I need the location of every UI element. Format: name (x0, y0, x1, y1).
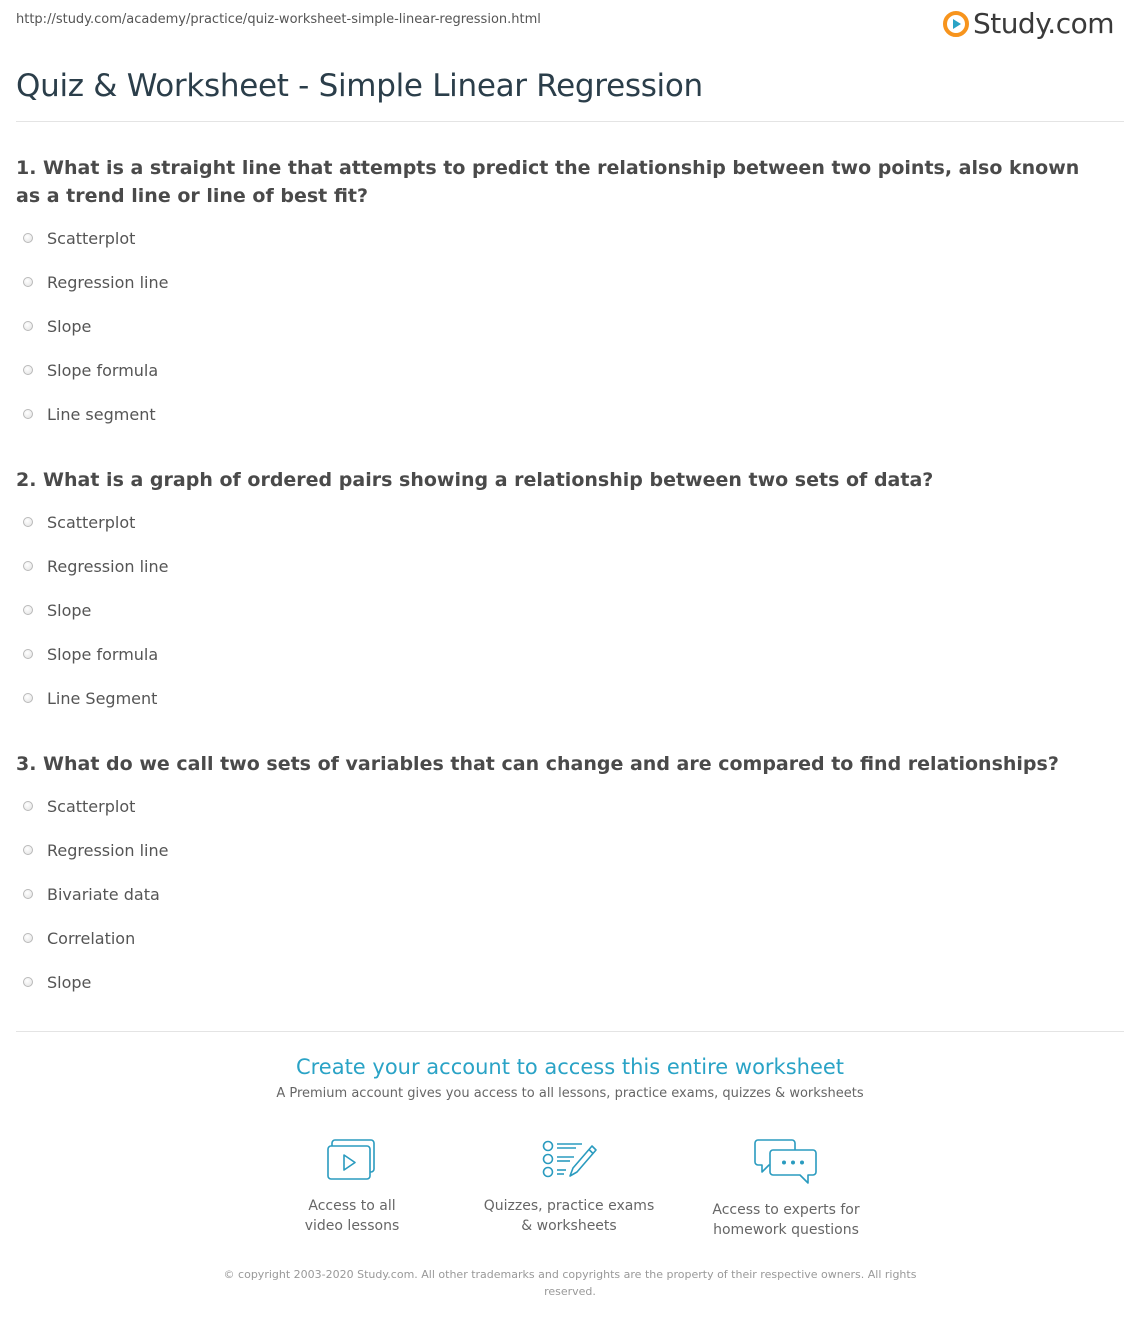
radio-button[interactable] (23, 977, 33, 987)
radio-button[interactable] (23, 889, 33, 899)
feature-label-line: Quizzes, practice exams (483, 1198, 655, 1214)
feature-label-line: & worksheets (521, 1218, 617, 1234)
title-divider (16, 121, 1124, 122)
radio-button[interactable] (23, 517, 33, 527)
option-label: Line Segment (47, 688, 158, 708)
copyright-footer (210, 1266, 930, 1300)
radio-button[interactable] (23, 365, 33, 375)
answer-option[interactable] (16, 304, 1110, 348)
chat-bubbles-icon (754, 1138, 818, 1186)
radio-button[interactable] (23, 605, 33, 615)
radio-button[interactable] (23, 409, 33, 419)
option-label: Slope formula (47, 360, 159, 380)
option-label: Slope (47, 600, 92, 620)
radio-button[interactable] (23, 321, 33, 331)
question-3 (16, 750, 1110, 1004)
answer-option[interactable] (16, 784, 1110, 828)
option-label: Correlation (47, 928, 136, 948)
feature-video-lessons (252, 1138, 452, 1236)
option-label: Regression line (47, 840, 169, 860)
answer-option[interactable] (16, 632, 1110, 676)
option-label: Slope formula (47, 644, 159, 664)
answer-option[interactable] (16, 916, 1110, 960)
logo-text: Study.com (972, 7, 1114, 40)
radio-button[interactable] (23, 693, 33, 703)
answer-option[interactable] (16, 348, 1110, 392)
option-label: Regression line (47, 556, 169, 576)
answer-option[interactable] (16, 588, 1110, 632)
footer-line: © copyright 2003-2020 Study.com. All other trademarks and copyrights are the property of their respective owners. All rights (223, 1268, 917, 1281)
footer-line: reserved. (544, 1285, 596, 1298)
question-text: 1. What is a straight line that attempts to predict the relationship between two points, also known as a trend line or line of best fit? (16, 157, 1080, 207)
question-text: 2. What is a graph of ordered pairs showing a relationship between two sets of data? (16, 469, 934, 491)
radio-button[interactable] (23, 801, 33, 811)
question-2 (16, 466, 1110, 720)
page-title: Quiz & Worksheet - Simple Linear Regression (16, 68, 703, 104)
answer-option[interactable] (16, 960, 1110, 1004)
feature-experts (686, 1138, 886, 1240)
radio-button[interactable] (23, 649, 33, 659)
page-url: http://study.com/academy/practice/quiz-worksheet-simple-linear-regression.html (16, 12, 541, 27)
promo-subtitle: A Premium account gives you access to all lessons, practice exams, quizzes & worksheets (276, 1086, 864, 1101)
quiz-checklist-icon (540, 1138, 598, 1182)
radio-button[interactable] (23, 561, 33, 571)
answer-option[interactable] (16, 216, 1110, 260)
feature-label-line: Access to all (308, 1198, 396, 1214)
radio-button[interactable] (23, 845, 33, 855)
radio-button[interactable] (23, 233, 33, 243)
answer-option[interactable] (16, 260, 1110, 304)
study-logo[interactable] (943, 8, 1114, 40)
option-label: Slope (47, 316, 92, 336)
answer-option[interactable] (16, 392, 1110, 436)
option-label: Regression line (47, 272, 169, 292)
answer-option[interactable] (16, 828, 1110, 872)
feature-label-line: homework questions (713, 1222, 859, 1238)
option-label: Bivariate data (47, 884, 160, 904)
radio-button[interactable] (23, 933, 33, 943)
option-label: Scatterplot (47, 796, 136, 816)
option-label: Scatterplot (47, 228, 136, 248)
feature-label-line: video lessons (304, 1218, 400, 1234)
video-lessons-icon (326, 1138, 378, 1182)
answer-option[interactable] (16, 872, 1110, 916)
promo-divider (16, 1031, 1124, 1032)
radio-button[interactable] (23, 277, 33, 287)
answer-option[interactable] (16, 676, 1110, 720)
option-label: Line segment (47, 404, 156, 424)
option-label: Slope (47, 972, 92, 992)
question-text: 3. What do we call two sets of variables that can change and are compared to find relationships? (16, 753, 1059, 775)
feature-quizzes (469, 1138, 669, 1236)
question-1 (16, 154, 1110, 436)
answer-option[interactable] (16, 544, 1110, 588)
feature-label-line: Access to experts for (712, 1202, 860, 1218)
option-label: Scatterplot (47, 512, 136, 532)
study-play-icon (943, 11, 969, 37)
answer-option[interactable] (16, 500, 1110, 544)
create-account-link[interactable]: Create your account to access this entire worksheet (295, 1055, 845, 1079)
